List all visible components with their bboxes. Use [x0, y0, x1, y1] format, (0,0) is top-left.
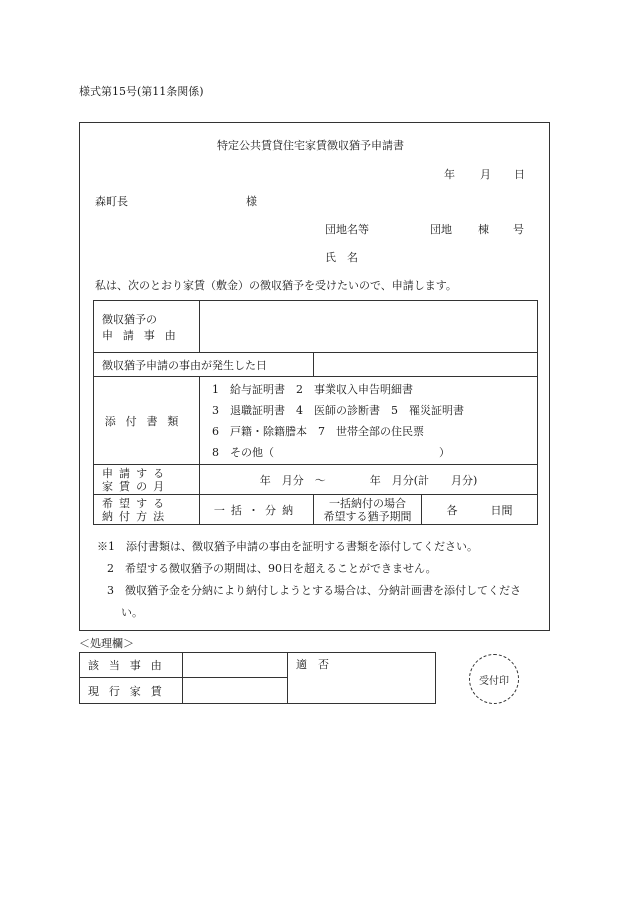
date-year[interactable]: 年 — [444, 168, 455, 181]
reason-label-cell — [94, 301, 200, 353]
name-label: 氏 名 — [325, 251, 358, 264]
occurred-date-input[interactable] — [314, 353, 538, 377]
attachment-line: 3 退職証明書 4 医師の診断書 5 罹災証明書 — [212, 403, 464, 417]
judgment-label: 適 否 — [296, 658, 329, 671]
attachments-label: 添付書類 — [104, 414, 189, 428]
room-unit[interactable]: 号 — [513, 223, 524, 236]
processing-reason-input[interactable] — [183, 653, 288, 678]
attachments-label-cell — [94, 377, 200, 465]
current-rent-label-cell — [80, 678, 183, 704]
form-title: 特定公共賃貸住宅家賃徴収猶予申請書 — [217, 139, 404, 152]
note-3: 3 徴収猶予金を分納により納付しようとする場合は、分納計画書を添付してくださ — [107, 584, 521, 597]
note-2: 2 希望する徴収猶予の期間は、90日を超えることができません。 — [107, 562, 437, 575]
rent-month-value[interactable]: 年 月分 ～ 年 月分(計 月分) — [200, 465, 538, 495]
attachment-line: 6 戸籍・除籍謄本 7 世帯全部の住民票 — [212, 424, 424, 438]
application-table — [93, 300, 538, 525]
note-3-cont: い。 — [121, 606, 143, 619]
judgment-cell[interactable] — [288, 653, 436, 704]
intro-text: 私は、次のとおり家賃（敷金）の徴収猶予を受けたいので、申請します。 — [95, 279, 457, 292]
current-rent-input[interactable] — [183, 678, 288, 704]
honorific: 様 — [246, 195, 257, 208]
attachment-line: 8 その他（ ） — [212, 445, 450, 459]
reason-label-1: 徴収猶予の — [102, 312, 157, 326]
building-unit[interactable]: 棟 — [478, 223, 489, 236]
processing-reason-label: 該当事由 — [88, 659, 172, 672]
installment-label-1: 一括納付の場合 — [329, 496, 406, 510]
occurred-label: 徴収猶予申請の事由が発生した日 — [94, 353, 314, 377]
reason-label-2: 申請事由 — [102, 328, 186, 342]
payment-label-2: 納付方法 — [102, 509, 171, 523]
form-code: 様式第15号(第11条関係) — [79, 85, 204, 98]
processing-heading: ＜処理欄＞ — [79, 637, 134, 650]
addressee: 森町長 — [95, 195, 128, 208]
reason-input[interactable] — [200, 301, 538, 353]
payment-method[interactable]: 一括・分納 — [200, 495, 314, 525]
payment-label-cell — [94, 495, 200, 525]
attachment-line: 1 給与証明書 2 事業収入申告明細書 — [212, 382, 413, 396]
date-month[interactable]: 月 — [480, 168, 491, 181]
rent-month-label-2: 家賃の月 — [102, 479, 171, 493]
complex-unit[interactable]: 団地 — [430, 223, 452, 236]
attachments-list[interactable] — [200, 377, 538, 465]
rent-month-label-cell — [94, 465, 200, 495]
processing-table — [79, 652, 436, 704]
rent-month-label-1: 申請する — [102, 466, 171, 480]
stamp-label: 受付印 — [479, 675, 509, 687]
note-1: ※1 添付書類は、徴収猶予申請の事由を証明する書類を添付してください。 — [97, 540, 478, 553]
reception-stamp — [469, 654, 519, 704]
period-value[interactable]: 各 日間 — [422, 495, 538, 525]
payment-label-1: 希望する — [102, 496, 171, 510]
reason-label-cell — [80, 653, 183, 678]
complex-label: 団地名等 — [325, 223, 369, 236]
date-day[interactable]: 日 — [514, 168, 525, 181]
installment-label-2: 希望する猶予期間 — [323, 509, 412, 523]
installment-label-cell — [314, 495, 422, 525]
current-rent-label: 現行家賃 — [88, 684, 172, 698]
